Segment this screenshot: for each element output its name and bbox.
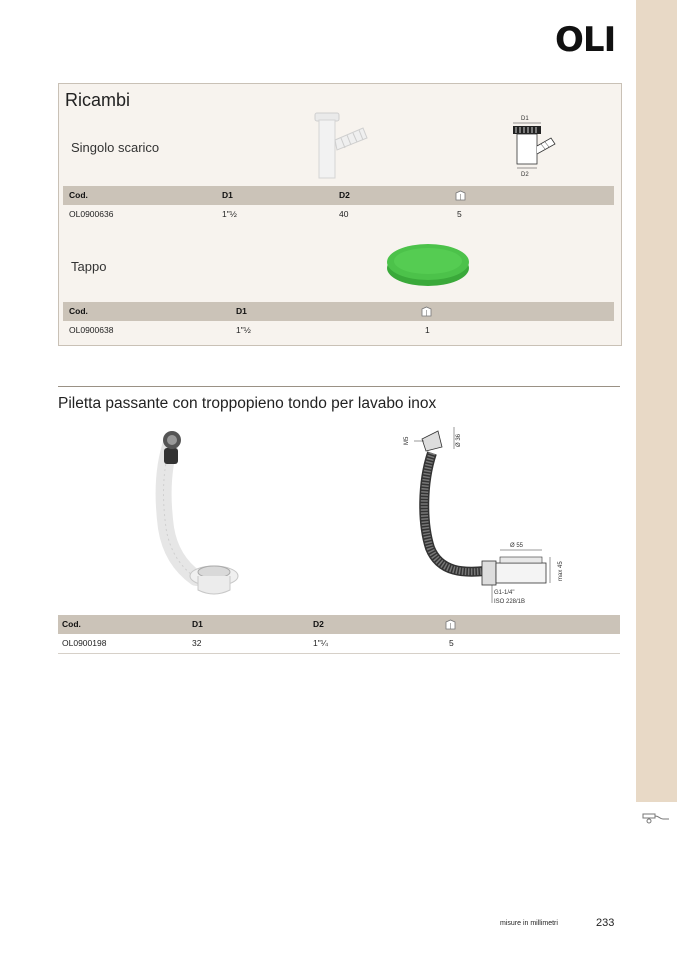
package-icon <box>445 619 456 630</box>
sink-drain-icon <box>641 808 671 828</box>
single-drain-photo <box>311 110 381 180</box>
cap-photo <box>385 240 471 288</box>
diagram-label-d36: Ø 36 <box>456 433 462 447</box>
diagram-label-iso: ISO 228/1B <box>494 599 526 605</box>
table-header-cap <box>63 302 614 321</box>
table-row <box>63 321 614 340</box>
header-d2: D2 <box>339 190 350 200</box>
spare-parts-title: Ricambi <box>65 90 131 110</box>
cell-d2: 1"¼ <box>313 638 328 648</box>
table-header-product <box>58 615 620 634</box>
header-d2: D2 <box>313 619 324 629</box>
package-icon <box>421 306 432 317</box>
spare-parts-box <box>58 83 622 346</box>
page-number: 233 <box>596 917 615 929</box>
package-icon <box>455 190 466 201</box>
section-divider <box>58 386 620 387</box>
diagram-label-d55: Ø 55 <box>510 543 524 549</box>
table-row <box>58 634 620 654</box>
cell-code: OL0900638 <box>69 325 114 335</box>
item-name-single-drain: Singolo scarico <box>71 140 160 155</box>
side-band <box>636 0 677 802</box>
units-note: misure in millimetri <box>500 920 558 927</box>
product-title: Piletta passante con troppopieno tondo per lavabo inox <box>58 395 437 412</box>
brand-logo <box>555 22 615 58</box>
diagram-label-d2: D2 <box>521 172 529 178</box>
header-d1: D1 <box>192 619 203 629</box>
item-name-cap: Tappo <box>71 259 107 274</box>
cell-d1: 1"½ <box>236 325 251 335</box>
header-d1: D1 <box>222 190 233 200</box>
header-d1: D1 <box>236 306 247 316</box>
cell-d1: 32 <box>192 638 202 648</box>
cell-pack-qty: 5 <box>449 638 454 648</box>
cell-code: OL0900198 <box>62 638 107 648</box>
product-diagram <box>400 423 570 608</box>
header-cod: Cod. <box>69 190 88 200</box>
diagram-label-m5: M5 <box>404 436 410 445</box>
table-row <box>63 205 614 224</box>
header-cod: Cod. <box>69 306 88 316</box>
table-header-single-drain <box>63 186 614 205</box>
diagram-label-d1: D1 <box>521 116 529 122</box>
cell-pack-qty: 1 <box>425 325 430 335</box>
diagram-label-max45: max 45 <box>558 561 564 581</box>
cell-d1: 1"½ <box>222 209 237 219</box>
cell-pack-qty: 5 <box>457 209 462 219</box>
single-drain-diagram <box>503 114 569 182</box>
header-cod: Cod. <box>62 619 81 629</box>
cell-d2: 40 <box>339 209 349 219</box>
brand-name: OLI <box>555 20 616 60</box>
diagram-label-thread: G1-1/4" <box>494 590 515 596</box>
cell-code: OL0900636 <box>69 209 114 219</box>
product-photo <box>148 428 248 598</box>
